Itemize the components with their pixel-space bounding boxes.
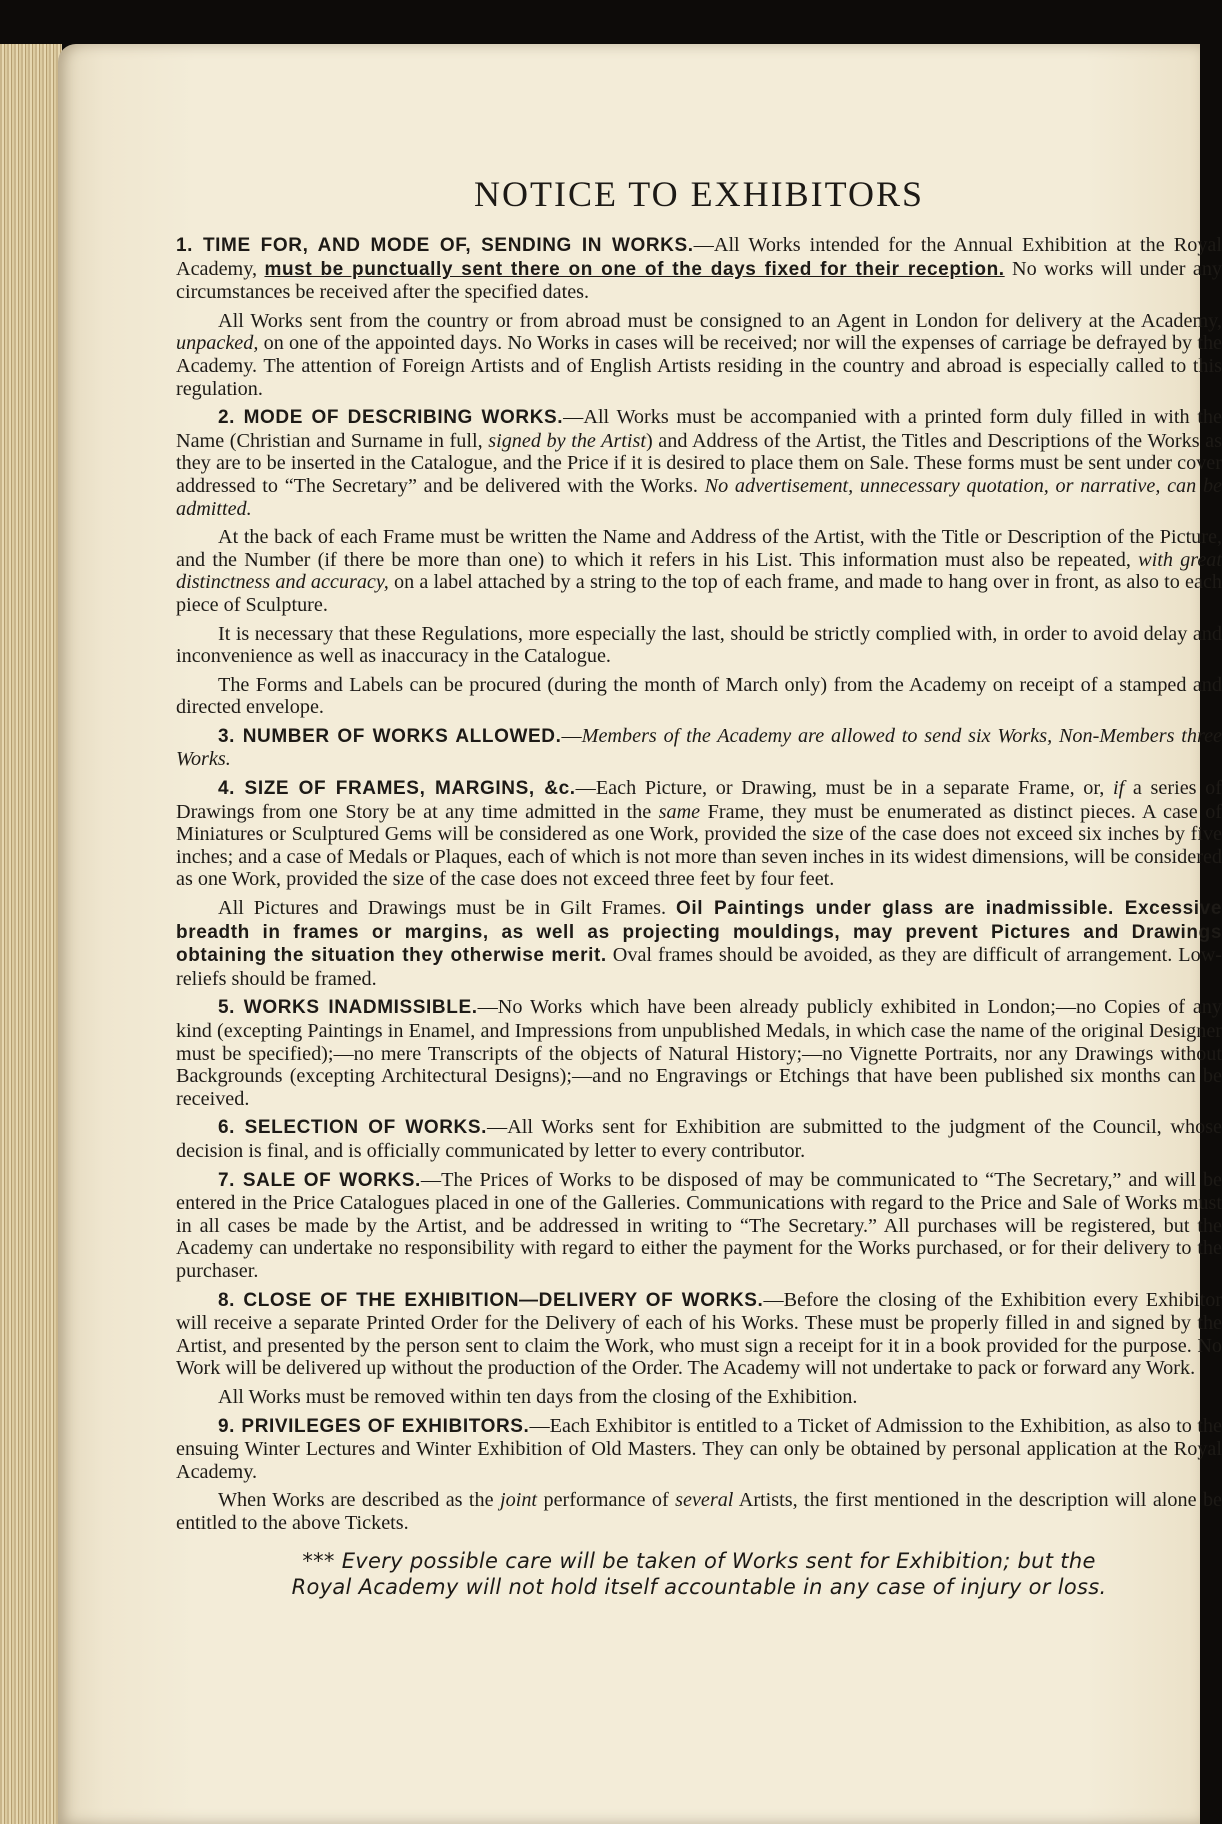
section-4-text-3: Frame, they must be enumerated as distinct pieces. A case of Miniatures or Sculptured Gems will be considered as one Work, provided the size of the case does not exceed six inches by five inches; and a case of Medals or Plaques, each of which is not more than seven inches in its widest dimensions, will be considered as one Work, provided the size of the case does not exceed three feet by four feet.	[176, 800, 1222, 891]
document-page	[58, 44, 1222, 1824]
section-9-p2-italic-2: several	[675, 1489, 734, 1512]
section-4-text-2: a series of Drawings from one Story be at any time admitted in the	[176, 777, 1222, 823]
notice-body	[176, 172, 1222, 1600]
section-2-paragraph-4: The Forms and Labels can be procured (during the month of March only) from the Academy on receipt of a stamped and directed envelope.	[176, 673, 1222, 719]
section-9-heading: 9. PRIVILEGES OF EXHIBITORS.	[218, 1415, 530, 1437]
section-4-p2-bold: Oil Paintings under glass are inadmissible. Excessive breadth in frames or margins, as well as projecting mouldings, may prevent Pictures and Drawings obtaining the situation they otherwise merit.	[176, 898, 1222, 967]
section-9-paragraph-2	[176, 1489, 1222, 1534]
section-2-italic: signed by the Artist	[488, 429, 646, 452]
section-9-text: —Each Exhibitor is entitled to a Ticket of Admission to the Exhibition, as also to the ensuing Winter Lectures and Winter Exhibition of Old Masters. They can only be obtained by personal application at the Royal Academy.	[176, 1414, 1222, 1483]
section-7-heading: 7. SALE OF WORKS.	[218, 1169, 421, 1191]
section-2-paragraph-3: It is necessary that these Regulations, more especially the last, should be strictly complied with, in order to avoid delay and inconvenience as well as inaccuracy in the Catalogue.	[176, 622, 1222, 668]
section-2-heading: 2. MODE OF DESCRIBING WORKS.	[218, 407, 564, 429]
section-2	[176, 406, 1222, 520]
page-title: NOTICE TO EXHIBITORS	[473, 174, 924, 214]
section-8	[176, 1289, 1222, 1380]
section-6-text: —All Works sent for Exhibition are submitted to the judgment of the Council, whose decision is final, and is officially communicated by letter to every contributor.	[176, 1116, 1222, 1162]
section-5	[176, 996, 1222, 1110]
section-1-p2-italic: unpacked,	[176, 332, 259, 355]
section-2-italic-2: No advertisement, unnecessary quotation, or narrative, can be admitted.	[176, 474, 1222, 520]
section-2-paragraph-2	[176, 526, 1222, 616]
section-4-italic: if	[1113, 777, 1125, 800]
section-3	[176, 725, 1222, 771]
section-2-p2-text-2: on a label attached by a string to the top of each frame, and made to hang over in front, as also to each piece of Sculpture.	[176, 571, 1222, 616]
caution-line-2: Royal Academy will not hold itself accountable in any case of injury or loss.	[291, 1575, 1107, 1600]
section-5-text: —No Works which have been already publicly exhibited in London;—no Copies of any kind (excepting Paintings in Enamel, and Impressions from unpublished Medals, in which case the name of the original Designer must be specified);—no mere Transcripts of the objects of Natural History;—no Vignette Portraits, nor any Drawings without Backgrounds (excepting Architectural Designs);—and no Engravings or Etchings that have been published six months can be received.	[176, 996, 1222, 1110]
section-4-text: —Each Picture, or Drawing, must be in a separate Frame, or,	[575, 777, 1105, 800]
section-9-p2-text: When Works are described as the	[218, 1489, 494, 1512]
section-3-heading: 3. NUMBER OF WORKS ALLOWED.	[218, 725, 562, 747]
section-1-emphasis: must be punctually sent there on one of the days fixed for their reception.	[264, 258, 1005, 280]
section-9-p2-italic: joint	[500, 1489, 538, 1512]
section-9-p2-text-3: Artists, the first mentioned in the description will alone be entitled to the above Tickets.	[176, 1489, 1222, 1534]
caution-note	[176, 1548, 1222, 1600]
section-1-p2-text: All Works sent from the country or from abroad must be consigned to an Agent in London for delivery at the Academy,	[218, 309, 1222, 332]
section-7-text: —The Prices of Works to be disposed of may be communicated to “The Secretary,” and will be entered in the Price Catalogues placed in one of the Galleries. Communications with regard to the Price and Sale of Works must in all cases be made by the Artist, and be addressed in writing to “The Secretary.” All purchases will be registered, but the Academy can undertake no responsibility with regard to either the payment for the Works purchased, or for their delivery to the purchaser.	[176, 1168, 1222, 1282]
section-1	[176, 234, 1222, 304]
section-4-heading: 4. SIZE OF FRAMES, MARGINS, &c.	[218, 778, 576, 800]
section-1-heading: 1. TIME FOR, AND MODE OF, SENDING IN WORKS.	[176, 235, 694, 256]
section-6	[176, 1116, 1222, 1162]
caution-line-1: *** Every possible care will be taken of Works sent for Exhibition; but the	[302, 1549, 1096, 1574]
section-2-p2-italic: with great distinctness and accuracy,	[176, 548, 1222, 594]
book-page-edges	[0, 44, 62, 1824]
section-7	[176, 1169, 1222, 1283]
section-4-p2-text-2: Oval frames should be avoided, as they are difficult of arrangement. Low-reliefs should be framed.	[176, 944, 1222, 990]
section-8-paragraph-2: All Works must be removed within ten days from the closing of the Exhibition.	[218, 1385, 858, 1408]
section-4-p2-text: All Pictures and Drawings must be in Gilt Frames.	[218, 897, 667, 920]
section-3-dash: —	[561, 724, 582, 747]
section-1-text: —All Works intended for the Annual Exhibition at the Royal Academy,	[176, 234, 1222, 280]
section-8-heading: 8. CLOSE OF THE EXHIBITION—DELIVERY OF WORKS.	[218, 1289, 764, 1311]
section-4-paragraph-2	[176, 897, 1222, 990]
section-4	[176, 777, 1222, 891]
section-4-italic-2: same	[658, 800, 701, 823]
section-2-text-2: ) and Address of the Artist, the Titles and Descriptions of the Works as they are to be inserted in the Catalogue, and the Price if it is desired to place them on Sale. These forms must be sent under cover addressed to “The Secretary” and be delivered with the Works.	[176, 429, 1222, 497]
section-3-italic: Members of the Academy are allowed to send six Works, Non-Members three Works.	[176, 724, 1222, 771]
section-6-heading: 6. SELECTION OF WORKS.	[218, 1117, 488, 1139]
section-8-text: —Before the closing of the Exhibition every Exhibitor will receive a separate Printed Order for the Delivery of each of his Works. These must be properly filled in and signed by the Artist, and presented by the person sent to claim the Work, who must sign a receipt for it in a book provided for the purpose. No Work will be delivered up without the production of the Order. The Academy will not undertake to pack or forward any Work.	[176, 1288, 1222, 1380]
section-5-heading: 5. WORKS INADMISSIBLE.	[218, 997, 478, 1019]
section-9	[176, 1415, 1222, 1484]
section-1-paragraph-2	[176, 310, 1222, 400]
section-1-p2-text-2: on one of the appointed days. No Works in cases will be received; nor will the expenses of carriage be defrayed by the Academy. The attention of Foreign Artists and of English Artists residing in the country and abroad is especially called to this regulation.	[176, 332, 1222, 400]
section-2-text: —All Works must be accompanied with a printed form duly filled in with the Name (Christian and Surname in full,	[176, 406, 1222, 452]
section-2-p2-text: At the back of each Frame must be written the Name and Address of the Artist, with the Title or Description of the Picture, and the Number (if there be more than one) to which it refers in his List. This information must also be repeated,	[176, 526, 1222, 571]
section-1-text-2: No works will under any circumstances be received after the specified dates.	[176, 257, 1222, 304]
section-9-p2-text-2: performance of	[543, 1489, 669, 1512]
